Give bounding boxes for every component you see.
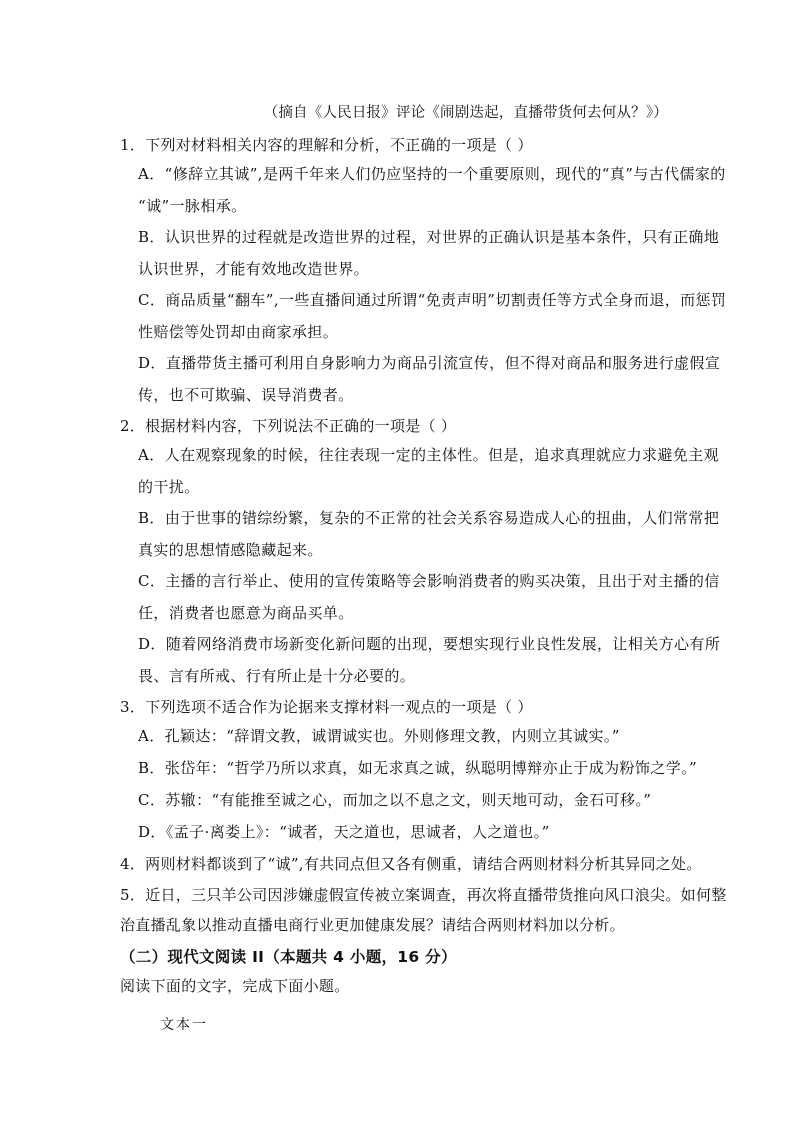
option-line: C．主播的言行举止、使用的宣传策略等会影响消费者的购买决策，且出于对主播的信 — [138, 572, 720, 590]
option-line: “诚”一脉相承。 — [138, 196, 247, 215]
question-5-stem-continued: 治直播乱象以推动直播电商行业更加健康发展？请结合两则材料加以分析。 — [120, 916, 625, 934]
question-2-option-c — [138, 566, 720, 629]
option-line: 性赔偿等处罚却由商家承担。 — [138, 322, 339, 341]
option-line: A．孔颖达：“辞谓文教，诚谓诚实也。外则修理文教，内则立其诚实。” — [138, 727, 620, 745]
question-3-option-b — [138, 753, 698, 785]
question-3-option-a — [138, 721, 670, 753]
option-line: D．直播带货主播可利用自身影响力为商品引流宣传，但不得对商品和服务进行虚假宣 — [138, 354, 721, 372]
option-line: B．认识世界的过程就是改造世界的过程，对世界的正确认识是基本条件，只有正确地 — [138, 228, 720, 246]
question-4-stem: 4．两则材料都谈到了“诚”,有共同点但又各有侧重，请结合两则材料分析其异同之处。 — [120, 855, 702, 873]
option-line: A．“修辞立其诚”,是两千年来人们仍应坚持的一个重要原则，现代的“真”与古代儒家的 — [138, 165, 726, 183]
option-line: A．人在观察现象的时候，往往表现一定的主体性。但是，追求真理就应力求避免主观 — [138, 446, 720, 464]
question-1-option-d — [138, 348, 721, 411]
section-heading: （二）现代文阅读 II（本题共 4 小题，16 分） — [120, 948, 457, 966]
question-2-option-a — [138, 440, 720, 503]
text-label: 文本一 — [160, 1017, 208, 1033]
question-1-option-a — [138, 159, 726, 222]
question-1-option-c — [138, 285, 727, 348]
question-3-stem: 3．下列选项不适合作为论据来支撑材料一观点的一项是（ ） — [120, 698, 533, 716]
option-line: B．由于世事的错综纷繁，复杂的不正常的社会关系容易造成人心的扭曲，人们常常把 — [138, 509, 720, 527]
option-line: 的干扰。 — [138, 477, 200, 496]
question-1-stem: 1．下列对材料相关内容的理解和分析，不正确的一项是（ ） — [120, 136, 533, 154]
question-3-option-d — [138, 817, 670, 849]
option-line: D．随着网络消费市场新变化新问题的出现，要想实现行业良性发展，让相关方心有所 — [138, 635, 721, 653]
question-2-option-b — [138, 503, 720, 566]
option-line: 任，消费者也愿意为商品买单。 — [138, 603, 354, 622]
option-line: 畏、言有所戒、行有所止是十分必要的。 — [138, 666, 416, 685]
question-5-stem: 5．近日，三只羊公司因涉嫌虚假宣传被立案调查，再次将直播带货推向风口浪尖。如何整 — [120, 886, 727, 904]
option-line: 传，也不可欺骗、误导消费者。 — [138, 385, 354, 404]
option-line: 真实的思想情感隐藏起来。 — [138, 540, 323, 559]
question-1-option-b — [138, 222, 720, 285]
question-2-option-d — [138, 629, 721, 692]
section-intro: 阅读下面的文字，完成下面小题。 — [120, 977, 350, 995]
option-line: C．商品质量“翻车”,一些直播间通过所谓“免责声明”切割责任等方式全身而退，而惩罚 — [138, 291, 727, 309]
question-2-stem: 2．根据材料内容，下列说法不正确的一项是（ ） — [120, 417, 457, 435]
option-line: 认识世界，才能有效地改造世界。 — [138, 259, 370, 278]
source-citation: （摘自《人民日报》评论《闹剧迭起，直播带货何去何从？》） — [263, 105, 668, 121]
option-line: C．苏辙：“有能推至诚之心，而加之以不息之文，则天地可动，金石可移。” — [138, 791, 652, 809]
option-line: B．张岱年：“哲学乃所以求真，如无求真之诚，纵聪明博辩亦止于成为粉饰之学。” — [138, 759, 698, 777]
option-line: D．《孟子·离娄上》：“诚者，天之道也，思诚者，人之道也。” — [138, 823, 550, 841]
question-3-option-c — [138, 785, 670, 817]
